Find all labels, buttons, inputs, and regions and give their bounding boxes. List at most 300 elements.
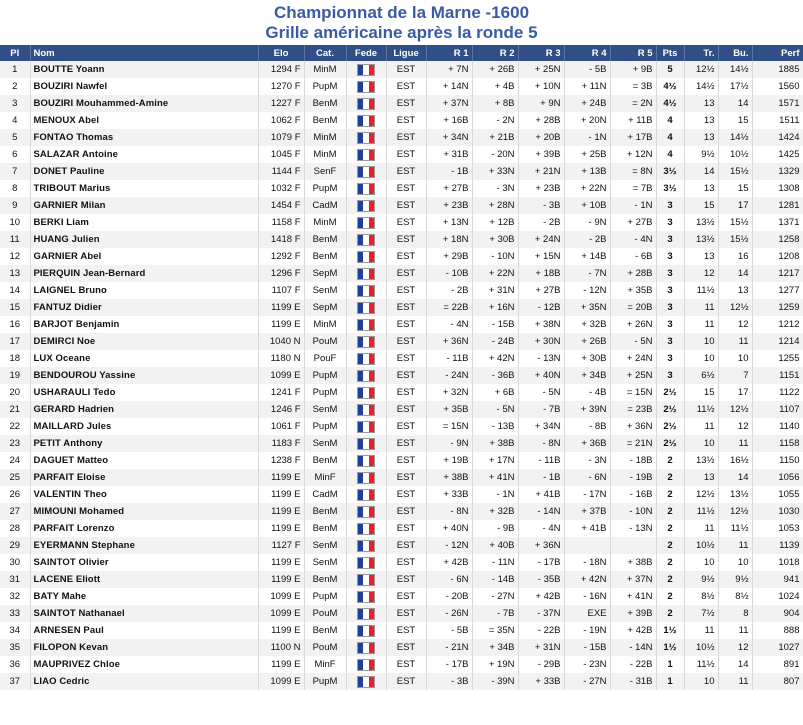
cell-r4[interactable]: + 22N — [564, 180, 610, 197]
cell-r3[interactable]: + 31N — [518, 639, 564, 656]
cell-r1[interactable]: + 42B — [426, 554, 472, 571]
cell-r1[interactable]: + 33B — [426, 486, 472, 503]
cell-r2[interactable]: - 24B — [472, 333, 518, 350]
cell-nom[interactable]: VALENTIN Theo — [30, 486, 258, 503]
cell-r1[interactable]: + 36N — [426, 333, 472, 350]
cell-r3[interactable]: + 15N — [518, 248, 564, 265]
cell-fede — [346, 401, 386, 418]
cell-elo: 1099 E — [258, 588, 304, 605]
cell-r2[interactable]: + 19N — [472, 656, 518, 673]
cell-nom[interactable]: TRIBOUT Marius — [30, 180, 258, 197]
cell-r3[interactable]: + 20B — [518, 129, 564, 146]
cell-tr: 11 — [684, 316, 718, 333]
cell-nom[interactable]: PETIT Anthony — [30, 435, 258, 452]
cell-r1[interactable]: = 15N — [426, 418, 472, 435]
col-header-pts[interactable]: Pts — [656, 45, 684, 61]
cell-r2[interactable]: + 28N — [472, 197, 518, 214]
cell-r4[interactable]: + 39N — [564, 401, 610, 418]
cell-r5[interactable]: + 9B — [610, 61, 656, 78]
cell-r5[interactable]: + 11B — [610, 112, 656, 129]
cell-r1[interactable]: + 27B — [426, 180, 472, 197]
cell-r2[interactable]: + 6B — [472, 384, 518, 401]
cell-r2[interactable]: = 35N — [472, 622, 518, 639]
cell-r4[interactable]: - 27N — [564, 673, 610, 690]
cell-cat: MinM — [304, 61, 346, 78]
cell-r3[interactable]: - 12B — [518, 299, 564, 316]
col-header-r4[interactable]: R 4 — [564, 45, 610, 61]
table-row — [0, 401, 803, 418]
cell-r4[interactable]: + 41B — [564, 520, 610, 537]
cell-r2[interactable]: - 10N — [472, 248, 518, 265]
cell-r4[interactable]: + 30B — [564, 350, 610, 367]
cell-nom[interactable]: USHARAULI Tedo — [30, 384, 258, 401]
cell-nom[interactable]: BOUZIRI Nawfel — [30, 78, 258, 95]
col-header-r2[interactable]: R 2 — [472, 45, 518, 61]
cell-r1[interactable]: + 16B — [426, 112, 472, 129]
cell-r3[interactable]: - 37N — [518, 605, 564, 622]
cell-pts: 2 — [656, 452, 684, 469]
cell-pts: 1½ — [656, 622, 684, 639]
cell-r3[interactable]: - 11B — [518, 452, 564, 469]
col-header-nom[interactable]: Nom — [30, 45, 258, 61]
cell-r1[interactable]: - 24N — [426, 367, 472, 384]
cell-nom[interactable]: PIERQUIN Jean-Bernard — [30, 265, 258, 282]
cell-r2[interactable]: - 27N — [472, 588, 518, 605]
table-row — [0, 146, 803, 163]
cell-r2[interactable]: + 42N — [472, 350, 518, 367]
cell-nom[interactable]: DEMIRCI Noe — [30, 333, 258, 350]
cell-r2[interactable]: - 11N — [472, 554, 518, 571]
cell-r2[interactable]: + 32B — [472, 503, 518, 520]
cell-r3[interactable]: + 28B — [518, 112, 564, 129]
cell-r2[interactable]: - 9B — [472, 520, 518, 537]
cell-r1[interactable]: - 2B — [426, 282, 472, 299]
cell-r5[interactable]: + 37N — [610, 571, 656, 588]
cell-r4[interactable]: + 14B — [564, 248, 610, 265]
cell-r2[interactable]: + 33N — [472, 163, 518, 180]
cell-tr: 11 — [684, 622, 718, 639]
cell-nom[interactable]: HUANG Julien — [30, 231, 258, 248]
cell-nom[interactable]: MAUPRIVEZ Chloe — [30, 656, 258, 673]
cell-r2[interactable]: + 12B — [472, 214, 518, 231]
cell-nom[interactable]: LAIGNEL Bruno — [30, 282, 258, 299]
cell-r2[interactable]: + 8B — [472, 95, 518, 112]
col-header-r1[interactable]: R 1 — [426, 45, 472, 61]
cell-r3[interactable]: - 14N — [518, 503, 564, 520]
cell-r4[interactable]: EXE — [564, 605, 610, 622]
cell-r3[interactable]: + 34N — [518, 418, 564, 435]
cell-r1[interactable]: - 1B — [426, 163, 472, 180]
cell-r2[interactable]: - 36B — [472, 367, 518, 384]
cell-nom[interactable]: FANTUZ Didier — [30, 299, 258, 316]
cell-r2[interactable]: + 30B — [472, 231, 518, 248]
cell-r1[interactable]: + 38B — [426, 469, 472, 486]
cell-r5[interactable]: - 14N — [610, 639, 656, 656]
cell-r5[interactable]: + 12N — [610, 146, 656, 163]
col-header-r3[interactable]: R 3 — [518, 45, 564, 61]
col-header-ligue[interactable]: Ligue — [386, 45, 426, 61]
cell-r4[interactable]: + 10B — [564, 197, 610, 214]
cell-r5[interactable]: - 19B — [610, 469, 656, 486]
cell-r1[interactable]: - 20B — [426, 588, 472, 605]
cell-r3[interactable]: - 5N — [518, 384, 564, 401]
cell-r3[interactable]: - 29B — [518, 656, 564, 673]
cell-nom[interactable]: BATY Mahe — [30, 588, 258, 605]
cell-r5[interactable]: + 28B — [610, 265, 656, 282]
cell-ligue: EST — [386, 401, 426, 418]
cell-perf: 1056 — [752, 469, 803, 486]
cell-r1[interactable]: + 19B — [426, 452, 472, 469]
cell-pts: 2 — [656, 605, 684, 622]
cell-r3[interactable]: + 36N — [518, 537, 564, 554]
cell-r4[interactable]: + 36B — [564, 435, 610, 452]
cell-nom[interactable]: BOUZIRI Mouhammed-Amine — [30, 95, 258, 112]
cell-fede — [346, 333, 386, 350]
cell-nom[interactable]: LACENE Eliott — [30, 571, 258, 588]
cell-r3[interactable]: + 33B — [518, 673, 564, 690]
col-header-pl[interactable]: Pl — [0, 45, 30, 61]
cell-fede — [346, 146, 386, 163]
cell-r1[interactable]: - 17B — [426, 656, 472, 673]
cell-r5[interactable]: - 16B — [610, 486, 656, 503]
cell-r1[interactable]: - 12N — [426, 537, 472, 554]
cell-r5[interactable]: + 35B — [610, 282, 656, 299]
cell-ligue: EST — [386, 299, 426, 316]
cell-r4[interactable]: - 5B — [564, 61, 610, 78]
cell-r4[interactable]: + 20N — [564, 112, 610, 129]
france-flag-icon — [357, 523, 375, 535]
cell-tr: 12 — [684, 265, 718, 282]
cell-r3[interactable]: - 13N — [518, 350, 564, 367]
cell-r4[interactable]: + 11N — [564, 78, 610, 95]
cell-nom[interactable]: DAGUET Matteo — [30, 452, 258, 469]
cell-r5[interactable]: - 18B — [610, 452, 656, 469]
cell-r4[interactable]: - 17N — [564, 486, 610, 503]
cell-r5[interactable]: + 41N — [610, 588, 656, 605]
cell-r2[interactable]: + 31N — [472, 282, 518, 299]
cell-r5[interactable]: + 27B — [610, 214, 656, 231]
cell-nom[interactable]: ARNESEN Paul — [30, 622, 258, 639]
cell-r1[interactable]: - 5B — [426, 622, 472, 639]
cell-r1[interactable]: + 35B — [426, 401, 472, 418]
cell-r5[interactable]: = 20B — [610, 299, 656, 316]
cell-nom[interactable]: GERARD Hadrien — [30, 401, 258, 418]
cell-bu: 16½ — [718, 452, 752, 469]
cell-pts: 1 — [656, 673, 684, 690]
cell-r4[interactable] — [564, 537, 610, 554]
cell-pts: 3 — [656, 282, 684, 299]
cell-r2[interactable]: - 1N — [472, 486, 518, 503]
cell-r4[interactable]: - 1N — [564, 129, 610, 146]
cell-r1[interactable]: + 40N — [426, 520, 472, 537]
cell-r1[interactable]: + 31B — [426, 146, 472, 163]
cell-r1[interactable]: + 13N — [426, 214, 472, 231]
cell-r2[interactable]: - 20N — [472, 146, 518, 163]
cell-r3[interactable]: + 39B — [518, 146, 564, 163]
cell-r3[interactable]: - 4N — [518, 520, 564, 537]
france-flag-icon — [357, 438, 375, 450]
cell-nom[interactable]: BARJOT Benjamin — [30, 316, 258, 333]
cell-r4[interactable]: - 9N — [564, 214, 610, 231]
table-row — [0, 639, 803, 656]
cell-r2[interactable]: - 7B — [472, 605, 518, 622]
col-header-cat[interactable]: Cat. — [304, 45, 346, 61]
table-row — [0, 435, 803, 452]
cell-r4[interactable]: + 24B — [564, 95, 610, 112]
cell-r2[interactable]: + 17N — [472, 452, 518, 469]
cell-r3[interactable]: + 23B — [518, 180, 564, 197]
france-flag-icon — [357, 353, 375, 365]
cell-r4[interactable]: + 35N — [564, 299, 610, 316]
cell-r4[interactable]: + 37B — [564, 503, 610, 520]
cell-r3[interactable]: - 3B — [518, 197, 564, 214]
cell-r2[interactable]: - 5N — [472, 401, 518, 418]
cell-r1[interactable]: + 18N — [426, 231, 472, 248]
cell-r5[interactable]: + 24N — [610, 350, 656, 367]
cell-r2[interactable]: - 13B — [472, 418, 518, 435]
cell-r1[interactable]: - 11B — [426, 350, 472, 367]
cell-r1[interactable]: - 3B — [426, 673, 472, 690]
cell-fede — [346, 656, 386, 673]
cell-elo: 1199 E — [258, 571, 304, 588]
cell-r1[interactable]: + 34N — [426, 129, 472, 146]
cell-r3[interactable]: - 8N — [518, 435, 564, 452]
cell-nom[interactable]: PARFAIT Lorenzo — [30, 520, 258, 537]
cell-nom[interactable]: BOUTTE Yoann — [30, 61, 258, 78]
cell-r5[interactable]: = 23B — [610, 401, 656, 418]
cell-nom[interactable]: EYERMANN Stephane — [30, 537, 258, 554]
cell-nom[interactable]: LUX Oceane — [30, 350, 258, 367]
cell-pts: 3 — [656, 367, 684, 384]
cell-r2[interactable]: - 3N — [472, 180, 518, 197]
cell-r1[interactable]: - 4N — [426, 316, 472, 333]
cell-r5[interactable]: - 4N — [610, 231, 656, 248]
cell-cat: PouF — [304, 350, 346, 367]
cell-r3[interactable]: - 1B — [518, 469, 564, 486]
cell-nom[interactable]: LIAO Cedric — [30, 673, 258, 690]
cell-perf: 1571 — [752, 95, 803, 112]
cell-r2[interactable]: + 38B — [472, 435, 518, 452]
cell-r3[interactable]: + 40N — [518, 367, 564, 384]
cell-r3[interactable]: - 22B — [518, 622, 564, 639]
table-row — [0, 214, 803, 231]
cell-pl: 17 — [0, 333, 30, 350]
cell-pl: 8 — [0, 180, 30, 197]
france-flag-icon — [357, 285, 375, 297]
cell-nom[interactable]: SALAZAR Antoine — [30, 146, 258, 163]
france-flag-icon — [357, 455, 375, 467]
cell-r1[interactable]: = 22B — [426, 299, 472, 316]
cell-r4[interactable]: - 19N — [564, 622, 610, 639]
cell-nom[interactable]: SAINTOT Olivier — [30, 554, 258, 571]
cell-r4[interactable]: - 8B — [564, 418, 610, 435]
cell-r5[interactable]: = 3B — [610, 78, 656, 95]
cell-r3[interactable]: + 30N — [518, 333, 564, 350]
cell-nom[interactable]: BENDOUROU Yassine — [30, 367, 258, 384]
cell-nom[interactable]: FILOPON Kevan — [30, 639, 258, 656]
cell-r3[interactable]: + 9N — [518, 95, 564, 112]
cell-r5[interactable] — [610, 537, 656, 554]
cell-r5[interactable]: - 6B — [610, 248, 656, 265]
cell-r4[interactable]: - 6N — [564, 469, 610, 486]
cell-nom[interactable]: PARFAIT Eloise — [30, 469, 258, 486]
cell-r4[interactable]: - 15B — [564, 639, 610, 656]
cell-r5[interactable]: + 17B — [610, 129, 656, 146]
cell-ligue: EST — [386, 367, 426, 384]
cell-r3[interactable]: + 41B — [518, 486, 564, 503]
cell-r5[interactable]: + 42B — [610, 622, 656, 639]
cell-ligue: EST — [386, 452, 426, 469]
cell-r1[interactable]: - 6N — [426, 571, 472, 588]
cell-r1[interactable]: - 9N — [426, 435, 472, 452]
cell-perf: 1212 — [752, 316, 803, 333]
cell-fede — [346, 571, 386, 588]
cell-r1[interactable]: + 32N — [426, 384, 472, 401]
cell-pts: 4 — [656, 129, 684, 146]
cell-r4[interactable]: + 26B — [564, 333, 610, 350]
cell-r5[interactable]: = 8N — [610, 163, 656, 180]
cell-tr: 11½ — [684, 401, 718, 418]
cell-pts: 2½ — [656, 435, 684, 452]
cell-perf: 1158 — [752, 435, 803, 452]
cell-r5[interactable]: - 5N — [610, 333, 656, 350]
cell-pl: 20 — [0, 384, 30, 401]
cell-pl: 18 — [0, 350, 30, 367]
col-header-elo[interactable]: Elo — [258, 45, 304, 61]
cell-r3[interactable]: + 21N — [518, 163, 564, 180]
cell-r2[interactable]: - 15B — [472, 316, 518, 333]
cell-r4[interactable]: - 7N — [564, 265, 610, 282]
cell-r3[interactable]: + 27B — [518, 282, 564, 299]
cell-r3[interactable]: - 17B — [518, 554, 564, 571]
cell-r4[interactable]: + 25B — [564, 146, 610, 163]
cell-r3[interactable]: + 25N — [518, 61, 564, 78]
cell-r1[interactable]: + 14N — [426, 78, 472, 95]
cell-ligue: EST — [386, 129, 426, 146]
cell-cat: BenM — [304, 248, 346, 265]
cell-bu: 11 — [718, 673, 752, 690]
cell-r1[interactable]: + 29B — [426, 248, 472, 265]
cell-r5[interactable]: - 10N — [610, 503, 656, 520]
cell-perf: 1329 — [752, 163, 803, 180]
cell-tr: 13 — [684, 180, 718, 197]
cell-r3[interactable]: + 10N — [518, 78, 564, 95]
cell-perf: 1122 — [752, 384, 803, 401]
cell-r2[interactable]: - 39N — [472, 673, 518, 690]
cell-fede — [346, 622, 386, 639]
cell-r5[interactable]: + 25N — [610, 367, 656, 384]
cell-nom[interactable]: MAILLARD Jules — [30, 418, 258, 435]
col-header-perf[interactable]: Perf — [752, 45, 803, 61]
cell-r5[interactable]: + 36N — [610, 418, 656, 435]
cell-r4[interactable]: - 16N — [564, 588, 610, 605]
cell-elo: 1199 E — [258, 469, 304, 486]
cell-r1[interactable]: + 37N — [426, 95, 472, 112]
col-header-fede[interactable]: Fede — [346, 45, 386, 61]
cell-r5[interactable]: = 21N — [610, 435, 656, 452]
cell-elo: 1199 E — [258, 503, 304, 520]
cell-ligue: EST — [386, 78, 426, 95]
cell-r4[interactable]: - 4B — [564, 384, 610, 401]
cell-nom[interactable]: GARNIER Abel — [30, 248, 258, 265]
cell-r3[interactable]: + 42B — [518, 588, 564, 605]
cell-r2[interactable]: + 34B — [472, 639, 518, 656]
cell-r4[interactable]: - 18N — [564, 554, 610, 571]
cell-r4[interactable]: + 34B — [564, 367, 610, 384]
cell-r1[interactable]: + 7N — [426, 61, 472, 78]
cell-tr: 11 — [684, 299, 718, 316]
cell-r5[interactable]: - 1N — [610, 197, 656, 214]
cell-pts: 1 — [656, 656, 684, 673]
cell-r3[interactable]: - 35B — [518, 571, 564, 588]
col-header-r5[interactable]: R 5 — [610, 45, 656, 61]
cell-r5[interactable]: - 13N — [610, 520, 656, 537]
cell-r2[interactable]: + 22N — [472, 265, 518, 282]
cell-pl: 24 — [0, 452, 30, 469]
cell-r2[interactable]: - 14B — [472, 571, 518, 588]
cell-r2[interactable]: + 26B — [472, 61, 518, 78]
col-header-tr[interactable]: Tr. — [684, 45, 718, 61]
cell-r5[interactable]: - 31B — [610, 673, 656, 690]
cell-bu: 15½ — [718, 163, 752, 180]
cell-nom[interactable]: MIMOUNI Mohamed — [30, 503, 258, 520]
cell-nom[interactable]: GARNIER Milan — [30, 197, 258, 214]
cell-r1[interactable]: - 10B — [426, 265, 472, 282]
cell-r4[interactable]: - 12N — [564, 282, 610, 299]
cell-r2[interactable]: + 16N — [472, 299, 518, 316]
table-row — [0, 112, 803, 129]
cell-r4[interactable]: - 23N — [564, 656, 610, 673]
cell-r5[interactable]: - 22B — [610, 656, 656, 673]
cell-r3[interactable]: + 18B — [518, 265, 564, 282]
cell-r2[interactable]: + 40B — [472, 537, 518, 554]
cell-nom[interactable]: MENOUX Abel — [30, 112, 258, 129]
cell-nom[interactable]: SAINTOT Nathanael — [30, 605, 258, 622]
cell-nom[interactable]: BERKI Liam — [30, 214, 258, 231]
cell-r4[interactable]: + 13B — [564, 163, 610, 180]
cell-r5[interactable]: + 26N — [610, 316, 656, 333]
cell-r2[interactable]: + 21B — [472, 129, 518, 146]
cell-r1[interactable]: - 21N — [426, 639, 472, 656]
cell-r5[interactable]: = 2N — [610, 95, 656, 112]
cell-nom[interactable]: FONTAO Thomas — [30, 129, 258, 146]
cell-r2[interactable]: + 4B — [472, 78, 518, 95]
cell-r4[interactable]: + 42N — [564, 571, 610, 588]
cell-r2[interactable]: + 41N — [472, 469, 518, 486]
cell-cat: PupM — [304, 180, 346, 197]
cell-r1[interactable]: - 26N — [426, 605, 472, 622]
cell-r3[interactable]: - 7B — [518, 401, 564, 418]
cell-r3[interactable]: + 38N — [518, 316, 564, 333]
cell-r4[interactable]: - 2B — [564, 231, 610, 248]
cell-r2[interactable]: - 2N — [472, 112, 518, 129]
cell-r4[interactable]: + 32B — [564, 316, 610, 333]
cell-r5[interactable]: + 38B — [610, 554, 656, 571]
table-row — [0, 78, 803, 95]
cell-fede — [346, 554, 386, 571]
cell-nom[interactable]: DONET Pauline — [30, 163, 258, 180]
cell-r1[interactable]: + 23B — [426, 197, 472, 214]
cell-r4[interactable]: - 3N — [564, 452, 610, 469]
col-header-bu[interactable]: Bu. — [718, 45, 752, 61]
cell-r5[interactable]: = 15N — [610, 384, 656, 401]
cell-r3[interactable]: - 2B — [518, 214, 564, 231]
france-flag-icon — [357, 268, 375, 280]
cell-r3[interactable]: + 24N — [518, 231, 564, 248]
cell-r1[interactable]: - 8N — [426, 503, 472, 520]
cell-r5[interactable]: + 39B — [610, 605, 656, 622]
cell-r5[interactable]: = 7B — [610, 180, 656, 197]
